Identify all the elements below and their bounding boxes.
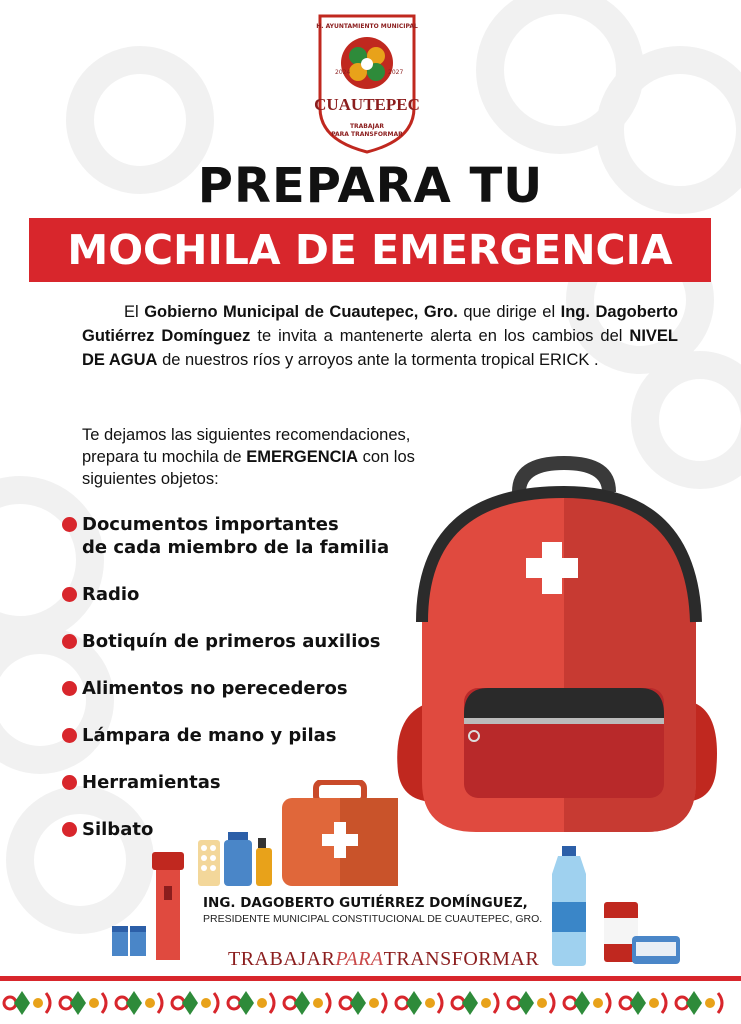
list-item: Alimentos no perecederos [60, 677, 420, 700]
logo-top-text: H. AYUNTAMIENTO MUNICIPAL [316, 23, 418, 30]
list-item: Silbato [60, 818, 420, 841]
list-item: Herramientas [60, 771, 420, 794]
signature-block [203, 895, 553, 925]
title-prepara-tu: PREPARA TU [197, 158, 544, 214]
bullet-icon [62, 728, 77, 743]
footer-decorative-border [0, 983, 741, 1024]
bullet-icon [62, 681, 77, 696]
canned-food-icon [602, 900, 682, 966]
logo-motto-2: PARA TRANSFORMAR [331, 131, 403, 138]
title-mochila: MOCHILA DE EMERGENCIA [67, 226, 673, 274]
bullet-icon [62, 587, 77, 602]
bullet-icon [62, 634, 77, 649]
logo-motto-1: TRABAJAR [349, 123, 385, 130]
bullet-icon [62, 822, 77, 837]
bullet-icon [62, 775, 77, 790]
title-banner [29, 218, 711, 282]
logo-name: CUAUTEPEC [314, 95, 420, 114]
municipal-logo [308, 8, 426, 154]
signature-name: ING. DAGOBERTO GUTIÉRREZ DOMÍNGUEZ, [203, 895, 528, 911]
list-item: Botiquín de primeros auxilios [60, 630, 420, 653]
flashlight-icon [108, 850, 190, 962]
bullet-icon [62, 517, 77, 532]
intro-paragraph: El Gobierno Municipal de Cuautepec, Gro. que dirige el Ing. Dagoberto Gutiérrez Domínguez te invita a mantenerte alerta en los cambios del NIVEL DE AGUA de nuestros ríos y arroyos ante la tormenta tropical ERICK . [82, 303, 679, 369]
signature-role: PRESIDENTE MUNICIPAL CONSTITUCIONAL DE CUAUTEPEC, GRO. [203, 913, 543, 925]
footer-red-line [0, 976, 741, 981]
slogan: TRABAJARPARATRANSFORMAR [228, 948, 540, 970]
list-item: Lámpara de mano y pilas [60, 724, 420, 747]
list-item: Documentos importantes de cada miembro de la familia [60, 513, 420, 559]
logo-year-right: 2027 [388, 69, 404, 76]
logo-year-left: 2024 [335, 69, 351, 76]
first-aid-kit-icon [280, 780, 400, 890]
list-item: Radio [60, 583, 420, 606]
medicine-icon [196, 828, 280, 890]
recommendations-paragraph: Te dejamos las siguientes recomendaciones, prepara tu mochila de EMERGENCIA con los siguientes objetos: [82, 426, 415, 488]
backpack-icon [392, 452, 722, 852]
